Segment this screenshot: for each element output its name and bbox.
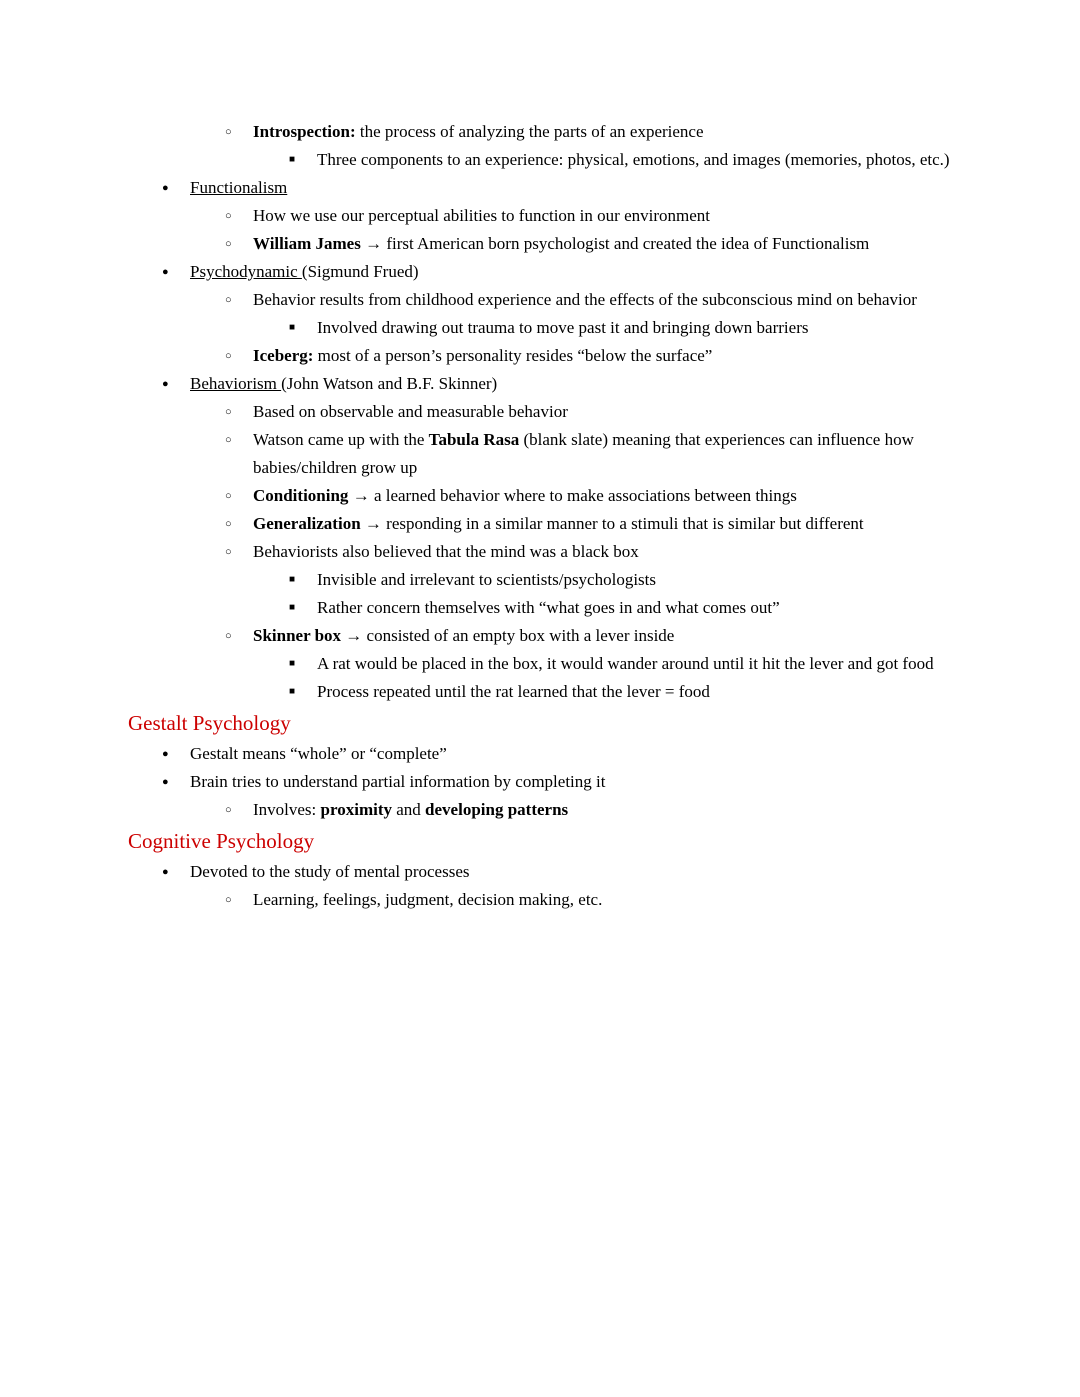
list-item bbox=[128, 174, 952, 202]
text-run: → consisted of an empty box with a lever inside bbox=[341, 626, 675, 645]
text-run: Behavior results from childhood experience and the effects of the subconscious mind on behavior bbox=[253, 290, 917, 309]
list-item-text bbox=[253, 230, 952, 258]
underlined-term: Behaviorism bbox=[190, 374, 282, 393]
text-run: Based on observable and measurable behavior bbox=[253, 402, 568, 421]
bullet-square-icon: ■ bbox=[289, 602, 296, 613]
list-item bbox=[128, 258, 952, 286]
list-item-text bbox=[317, 678, 952, 706]
list-item-text bbox=[253, 398, 952, 426]
list-item-text bbox=[253, 796, 952, 824]
list-item bbox=[128, 538, 952, 566]
text-run: Brain tries to understand partial information by completing it bbox=[190, 772, 606, 791]
list-item-text bbox=[190, 858, 952, 886]
list-item bbox=[128, 622, 952, 650]
bullet-circle-icon: ○ bbox=[225, 210, 232, 222]
text-run: Three components to an experience: physical, emotions, and images (memories, photos, etc.) bbox=[317, 150, 950, 169]
list-item-text bbox=[253, 342, 952, 370]
list-item bbox=[128, 426, 952, 482]
section-heading-text: Cognitive Psychology bbox=[128, 829, 315, 853]
emphasized-text: proximity bbox=[320, 800, 392, 819]
list-item bbox=[128, 146, 952, 174]
list-item-text bbox=[253, 286, 952, 314]
bullet-disc-icon: ● bbox=[162, 776, 169, 788]
list-item bbox=[128, 482, 952, 510]
list-item bbox=[128, 118, 952, 146]
text-run: How we use our perceptual abilities to function in our environment bbox=[253, 206, 710, 225]
bullet-square-icon: ■ bbox=[289, 658, 296, 669]
bullet-disc-icon: ● bbox=[162, 378, 169, 390]
text-run: Watson came up with the bbox=[253, 430, 429, 449]
emphasized-text: Generalization bbox=[253, 514, 361, 533]
list-item bbox=[128, 286, 952, 314]
bullet-circle-icon: ○ bbox=[225, 490, 232, 502]
list-item-text bbox=[253, 118, 952, 146]
bullet-circle-icon: ○ bbox=[225, 294, 232, 306]
text-run: (John Watson and B.F. Skinner) bbox=[281, 374, 498, 393]
text-run: the process of analyzing the parts of an experience bbox=[355, 122, 704, 141]
text-run: (Sigmund Frued) bbox=[301, 262, 419, 281]
underlined-term: Psychodynamic bbox=[190, 262, 302, 281]
emphasized-text: Tabula Rasa bbox=[428, 430, 520, 449]
text-run: and bbox=[392, 800, 426, 819]
text-run: Behaviorists also believed that the mind was a black box bbox=[253, 542, 639, 561]
list-item bbox=[128, 650, 952, 678]
list-item-text bbox=[317, 146, 952, 174]
bullet-disc-icon: ● bbox=[162, 182, 169, 194]
list-item bbox=[128, 230, 952, 258]
list-item bbox=[128, 510, 952, 538]
list-item bbox=[128, 594, 952, 622]
bullet-circle-icon: ○ bbox=[225, 350, 232, 362]
emphasized-text: Conditioning bbox=[253, 486, 349, 505]
list-item bbox=[128, 202, 952, 230]
emphasized-text: Iceberg: bbox=[253, 346, 314, 365]
document-body bbox=[128, 118, 952, 914]
bullet-circle-icon: ○ bbox=[225, 804, 232, 816]
list-item bbox=[128, 566, 952, 594]
bullet-circle-icon: ○ bbox=[225, 894, 232, 906]
emphasized-text: William James bbox=[253, 234, 361, 253]
list-item-text bbox=[253, 482, 952, 510]
text-run: → first American born psychologist and created the idea of Functionalism bbox=[360, 234, 870, 253]
bullet-circle-icon: ○ bbox=[225, 126, 232, 138]
bullet-disc-icon: ● bbox=[162, 748, 169, 760]
bullet-circle-icon: ○ bbox=[225, 434, 232, 446]
text-run: most of a person’s personality resides “below the surface” bbox=[313, 346, 713, 365]
list-item bbox=[128, 314, 952, 342]
bullet-square-icon: ■ bbox=[289, 686, 296, 697]
section-heading bbox=[128, 708, 952, 738]
list-item-text bbox=[317, 314, 952, 342]
text-run: Involves: bbox=[253, 800, 321, 819]
text-run: Invisible and irrelevant to scientists/psychologists bbox=[317, 570, 657, 589]
list-item-text bbox=[253, 426, 952, 482]
list-item-text bbox=[190, 370, 952, 398]
list-item-text bbox=[317, 594, 952, 622]
bullet-square-icon: ■ bbox=[289, 574, 296, 585]
bullet-circle-icon: ○ bbox=[225, 406, 232, 418]
bullet-circle-icon: ○ bbox=[225, 238, 232, 250]
list-item-text bbox=[317, 566, 952, 594]
text-run: → a learned behavior where to make associations between things bbox=[348, 486, 797, 505]
bullet-circle-icon: ○ bbox=[225, 546, 232, 558]
bullet-square-icon: ■ bbox=[289, 154, 296, 165]
list-item-text bbox=[190, 174, 952, 202]
text-run: Gestalt means “whole” or “complete” bbox=[190, 744, 447, 763]
emphasized-text: developing patterns bbox=[425, 800, 569, 819]
text-run: Involved drawing out trauma to move past it and bringing down barriers bbox=[317, 318, 809, 337]
text-run: Learning, feelings, judgment, decision making, etc. bbox=[253, 890, 603, 909]
text-run: A rat would be placed in the box, it would wander around until it hit the lever and got food bbox=[317, 654, 934, 673]
section-heading-text: Gestalt Psychology bbox=[128, 711, 291, 735]
bullet-disc-icon: ● bbox=[162, 866, 169, 878]
list-item-text bbox=[317, 650, 952, 678]
underlined-term: Functionalism bbox=[190, 178, 288, 197]
emphasized-text: Skinner box bbox=[253, 626, 342, 645]
bullet-circle-icon: ○ bbox=[225, 518, 232, 530]
list-item-text bbox=[253, 622, 952, 650]
list-item-text bbox=[190, 258, 952, 286]
list-item-text bbox=[253, 886, 952, 914]
list-item-text bbox=[253, 202, 952, 230]
list-item-text bbox=[190, 740, 952, 768]
list-item bbox=[128, 370, 952, 398]
list-item bbox=[128, 796, 952, 824]
emphasized-text: Introspection: bbox=[253, 122, 356, 141]
list-item bbox=[128, 768, 952, 796]
text-run: Rather concern themselves with “what goes in and what comes out” bbox=[317, 598, 780, 617]
bullet-square-icon: ■ bbox=[289, 322, 296, 333]
text-run: (blank slate) meaning that experiences can influence how babies/children grow up bbox=[253, 430, 914, 477]
list-item-text bbox=[253, 510, 952, 538]
bullet-disc-icon: ● bbox=[162, 266, 169, 278]
list-item bbox=[128, 858, 952, 886]
list-item bbox=[128, 678, 952, 706]
text-run: Devoted to the study of mental processes bbox=[190, 862, 470, 881]
list-item-text bbox=[253, 538, 952, 566]
list-item bbox=[128, 398, 952, 426]
list-item bbox=[128, 886, 952, 914]
section-heading bbox=[128, 826, 952, 856]
text-run: Process repeated until the rat learned that the lever = food bbox=[317, 682, 710, 701]
list-item bbox=[128, 740, 952, 768]
list-item bbox=[128, 342, 952, 370]
bullet-circle-icon: ○ bbox=[225, 630, 232, 642]
text-run: → responding in a similar manner to a stimuli that is similar but different bbox=[360, 514, 864, 533]
list-item-text bbox=[190, 768, 952, 796]
